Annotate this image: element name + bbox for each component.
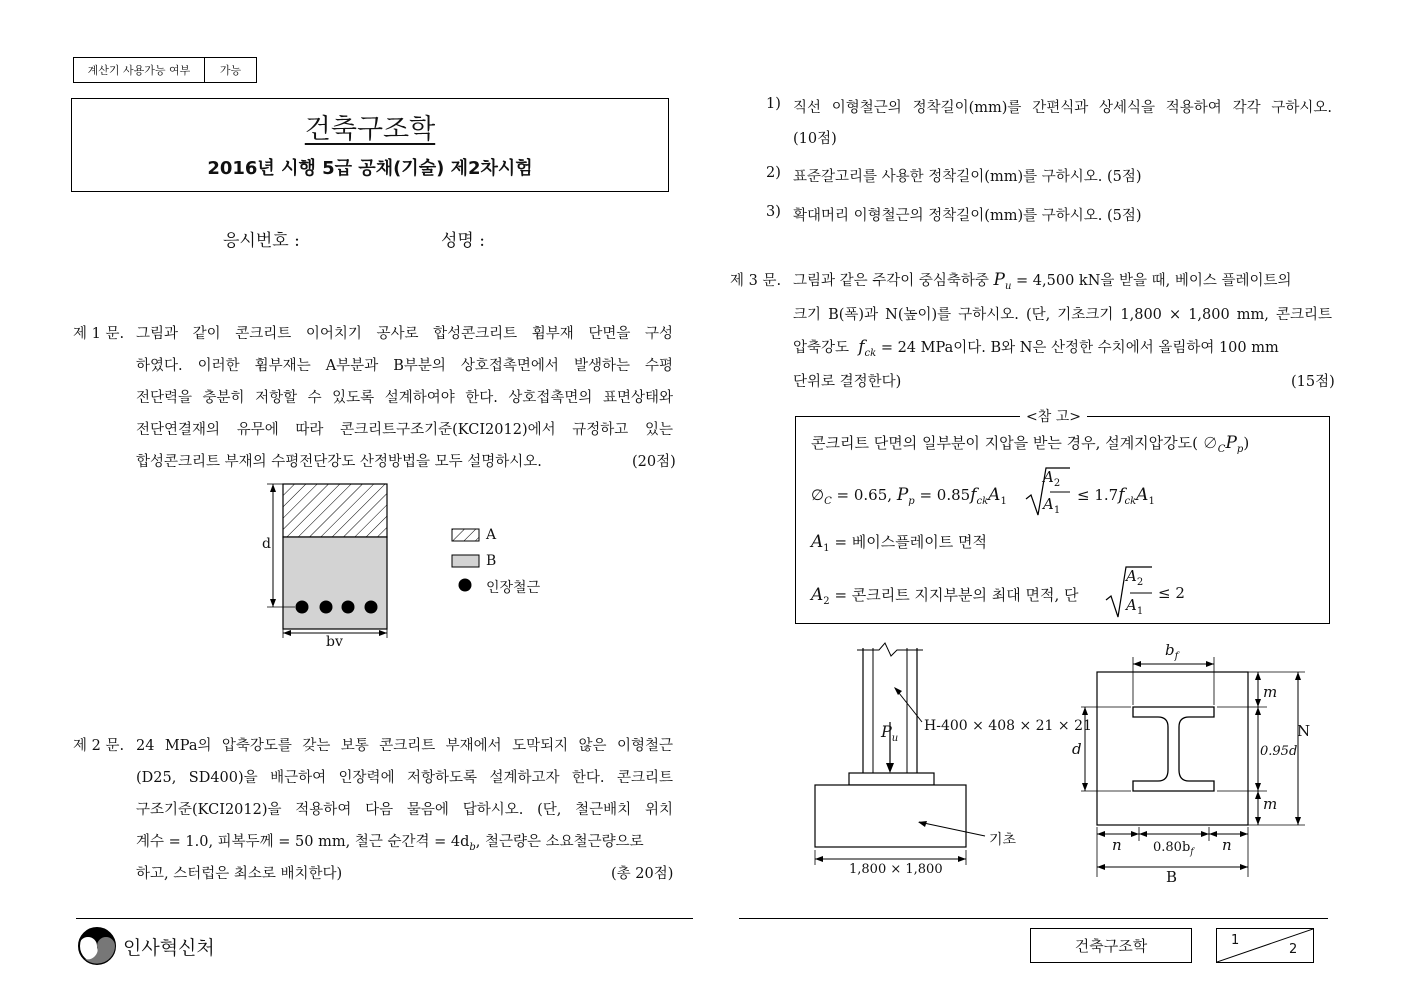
q2-line-1: 24 MPa의 압축강도를 갖는 보통 콘크리트 부재에서 도막되지 않은 이형철근 [136,738,673,754]
name-label: 성명 : [441,231,485,251]
fck-symbol: f [970,485,977,505]
q1-beam-section-figure [255,478,585,653]
section-label: H-400 × 408 × 21 × 21 [924,718,1092,734]
pp-sub: p [1236,444,1244,455]
pp-value: = 0.85 [919,486,971,504]
calculator-value: 가능 [219,64,242,77]
label-bv: bv [326,634,343,650]
m-label-bottom: m [1263,795,1278,813]
pp-sub-2: p [908,496,915,507]
legend-b-label: B [486,553,497,569]
frac2-num [1126,567,1143,588]
label-d: d [262,536,271,552]
pu-label-symbol: P [881,722,892,741]
title-box [71,98,669,192]
fck-sub-2: ck [1124,496,1137,507]
a1-den-2: A [1126,596,1137,614]
d95-label: 0.95d [1260,744,1298,759]
b80-label-sub: f [1190,847,1194,858]
legend-a-swatch [452,529,479,541]
b80-label [1153,840,1194,858]
q1-number: 제 1 문. [73,326,125,342]
n-label-right: n [1222,836,1232,854]
frac1-num [1043,468,1060,489]
rebar-dot [342,601,355,614]
q1-line-1: 그림과 같이 콘크리트 이어치기 공사로 합성콘크리트 휨부재 단면을 구성 [136,326,673,342]
a1-den-sub: 1 [1053,505,1061,516]
q1-line-3: 전단력을 충분히 저항할 수 있도록 설계하여야 한다. 상호접촉면의 표면상태와 [136,390,673,406]
pu-label-sub: u [891,733,899,745]
phi-symbol: ∅ [1202,434,1218,452]
q2-line-4-sub: b [469,841,476,853]
q3-line-2: 크기 B(폭)과 N(높이)를 구하시오. (단, 기초크기 1,800 × 1,800 mm, 콘크리트 [793,307,1332,323]
footer-rule-left [76,918,693,919]
a2-num-sub-2: 2 [1136,577,1144,588]
q2-sub-2-num: 2) [766,165,781,181]
bf-label-sub: f [1174,651,1179,662]
pp-symbol: P [1225,433,1237,453]
a2-def-symbol: A [811,585,824,605]
rebar-dot [365,601,378,614]
a1-symbol-2: A [1136,485,1149,505]
q2-line-3: 구조기준(KCI2012)을 적용하여 다음 물음에 답하시오. (단, 철근배치 위치 [136,802,673,818]
page-current: 1 [1231,933,1240,948]
bf-label-symbol: b [1165,641,1175,659]
q2-line-4 [136,830,644,853]
m-label-top: m [1263,683,1278,701]
q3-line-3-b: = 24 MPa이다. B와 N은 산정한 수치에서 올림하여 100 mm [880,340,1279,356]
a1-def-symbol: A [811,532,824,552]
q1-line-4: 전단연결재의 유무에 따라 콘크리트구조기준(KCI2012)에서 규정하고 있는 [136,422,673,438]
q2-line-4-tail: , 철근량은 소요철근량으로 [475,834,644,850]
q3-line-4: 단위로 결정한다) [793,374,902,390]
phi-value: = 0.65, [836,486,893,504]
legend-a-label: A [486,527,497,543]
legend-rebar-label: 인장철근 [486,580,541,596]
a1-symbol: A [988,485,1001,505]
a2-def-sub: 2 [823,596,830,607]
a2-def-text: = 콘크리트 지지부분의 최대 면적, 단 [834,586,1079,604]
frac1-den [1043,495,1060,516]
reference-heading: <참 고> [1020,406,1087,426]
a1-sub: 1 [1000,496,1007,507]
ref-line-1-text: 콘크리트 단면의 일부분이 지압을 받는 경우, 설계지압강도( [811,434,1198,452]
footing-size-label: 1,800 × 1,800 [849,862,943,877]
q3-number: 제 3 문. [730,273,782,289]
a2-num: A [1043,468,1054,486]
a1-def-text: = 베이스플레이트 면적 [834,533,987,551]
q2-sub-3-text: 확대머리 이형철근의 정착길이(mm)를 구하시오. (5점) [793,208,1142,224]
q3-line-1 [793,269,1292,292]
ministry-logo-icon [77,926,117,966]
le-2: ≤ 2 [1158,584,1185,602]
q2-sub-1-text: 직선 이형철근의 정착길이(mm)를 간편식과 상세식을 적용하여 각각 구하시오. [793,100,1332,116]
ref-close-paren: ) [1243,434,1250,452]
ref-formula-phi [811,485,1007,507]
N-label: N [1297,722,1311,740]
legend-rebar-swatch [459,579,472,592]
q1-line-5: 합성콘크리트 부재의 수평전단강도 산정방법을 모두 설명하시오. [136,454,542,470]
ref-a2-def [811,584,1078,607]
q1-points: (20점) [632,454,676,470]
q2-line-5: 하고, 스터럽은 최소로 배치한다) [136,866,343,882]
q1-line-2: 하였다. 이러한 휨부재는 A부분과 B부분의 상호접촉면에서 발생하는 수평 [136,358,673,374]
footer-rule-right [739,918,1328,919]
B-label: B [1166,868,1178,886]
page-total: 2 [1289,942,1298,957]
part-a-hatched [283,484,387,537]
rebar-dot [296,601,309,614]
footer-page-box [1216,928,1314,963]
a2-num-2: A [1126,567,1137,585]
phi-sub: C [1217,444,1226,455]
pu-label [881,722,898,744]
q2-line-2: (D25, SD400)을 배근하여 인장력에 저항하도록 설계하고자 한다. 콘크리트 [136,770,673,786]
a1-sub-2: 1 [1148,496,1155,507]
d-label: d [1072,740,1082,758]
footer-subject-box: 건축구조학 [1030,928,1192,963]
q2-sub-1-points: (10점) [793,131,837,147]
bf-label [1165,641,1178,662]
q3-line-3 [793,336,1279,359]
q3-line-3-a: 압축강도 [793,340,850,356]
ministry-name: 인사혁신처 [123,937,215,959]
exam-number-label: 응시번호 : [223,231,300,251]
b80-label-text: 0.80b [1153,840,1191,855]
q3-line-1-b: = 4,500 kN을 받을 때, 베이스 플레이트의 [1016,273,1292,289]
a1-def-sub: 1 [823,543,830,554]
q2-sub-3-num: 3) [766,204,781,220]
part-b-gray [283,537,387,629]
pp-symbol-2: P [896,485,909,505]
q2-sub-2-text: 표준갈고리를 사용한 정착길이(mm)를 구하시오. (5점) [793,169,1142,185]
legend-b-swatch [452,555,479,567]
q2-number: 제 2 문. [73,738,125,754]
rebar-dot [320,601,333,614]
ref-a1-def [811,531,987,554]
calculator-box [73,57,257,83]
q3-pu-sub: u [1004,280,1012,292]
q3-points: (15점) [1291,374,1335,390]
a2-num-sub: 2 [1053,478,1061,489]
exam-subtitle: 2016년 시행 5급 공채(기술) 제2차시험 [207,158,533,179]
calculator-label: 계산기 사용가능 여부 [74,58,205,82]
fck-sub: ck [976,496,989,507]
fck-symbol-2: f [1118,485,1125,505]
column-base-elevation-figure [805,640,1065,880]
frac2-den [1126,596,1143,617]
a1-den: A [1043,495,1054,513]
q2-line-4-text: 계수 = 1.0, 피복두께 = 50 mm, 철근 순간격 = 4d [136,834,470,850]
page-title: 건축구조학 [304,114,436,145]
a1-den-sub-2: 1 [1136,606,1144,617]
ref-formula-limit [1077,485,1155,507]
le-17: ≤ 1.7 [1077,486,1119,504]
phi-sub-2: C [824,496,832,507]
q3-fck: f [858,337,865,357]
n-label-left: n [1112,836,1122,854]
q3-pu: P [993,270,1005,290]
phi-symbol-2: ∅ [811,486,825,504]
q3-fck-sub: ck [864,347,877,359]
footing-label: 기초 [989,832,1017,848]
q2-points: (총 20점) [611,866,674,882]
q2-sub-1-num: 1) [766,96,781,112]
ref-line-1 [811,432,1249,455]
q3-line-1-a: 그림과 같은 주각이 중심축하중 [793,273,989,289]
